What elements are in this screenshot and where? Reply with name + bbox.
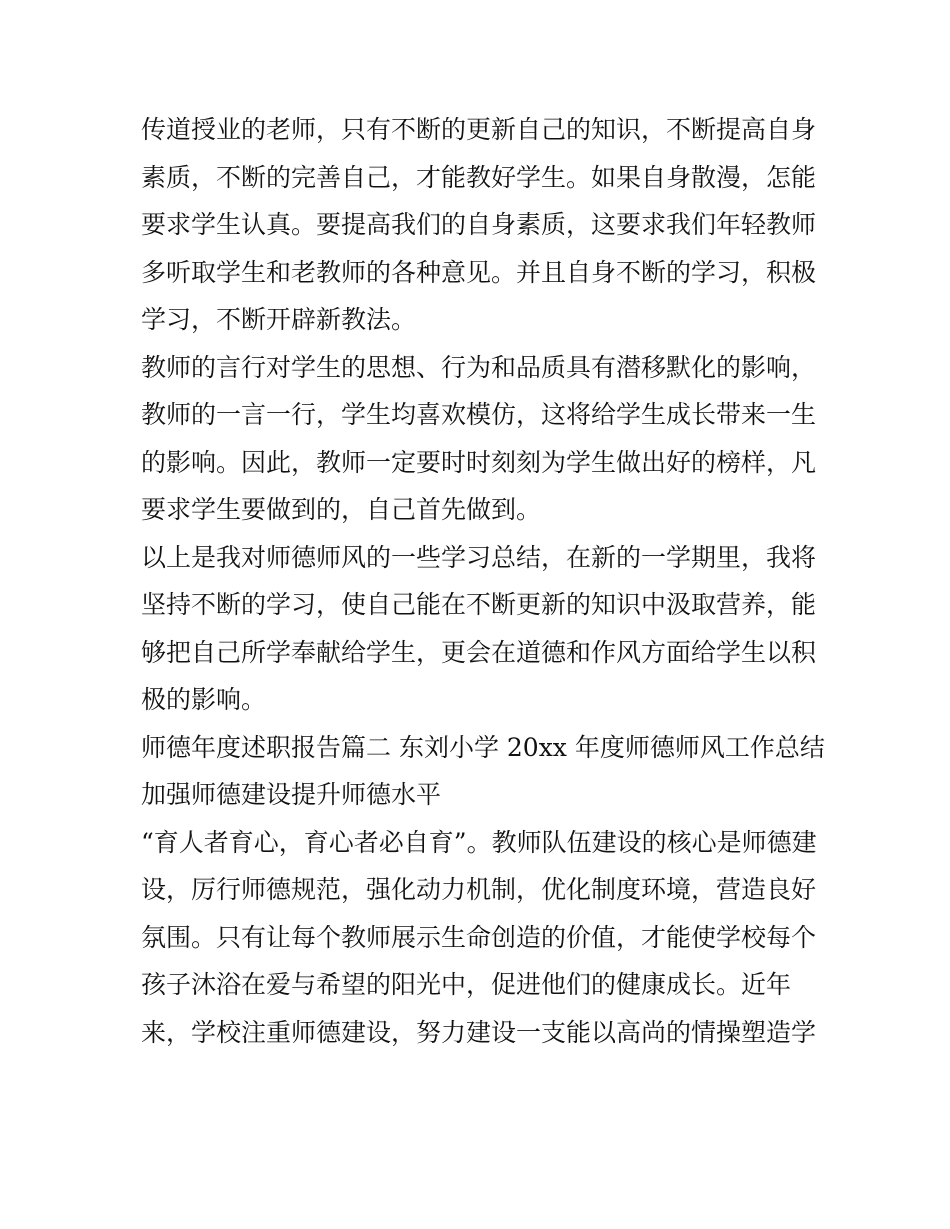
text-line: 设，厉行师德规范，强化动力机制，优化制度环境，营造良好 bbox=[141, 875, 817, 904]
text-line: 教师的一言一行，学生均喜欢模仿，这将给学生成长带来一生 bbox=[141, 400, 817, 429]
text-line: 氛围。只有让每个教师展示生命创造的价值，才能使学校每个 bbox=[141, 922, 817, 952]
document-body bbox=[141, 106, 825, 1056]
text-line: 孩子沐浴在爱与希望的阳光中，促进他们的健康成长。近年 bbox=[141, 970, 792, 999]
text-line: 素质，不断的完善自己，才能教好学生。如果自身散漫，怎能 bbox=[141, 162, 817, 192]
text-line: 的影响。因此，教师一定要时时刻刻为学生做出好的榜样，凡 bbox=[141, 447, 817, 477]
text-line: “育人者育心，育心者必自育”。教师队伍建设的核心是师德建 bbox=[141, 827, 817, 857]
text-line: 来，学校注重师德建设，努力建设一支能以高尚的情操塑造学 bbox=[141, 1017, 817, 1047]
text-line: 够把自己所学奉献给学生，更会在道德和作风方面给学生以积 bbox=[141, 637, 817, 667]
section-subheading: 加强师德建设提升师德水平 bbox=[141, 780, 442, 809]
text-line: 教师的言行对学生的思想、行为和品质具有潜移默化的影响， bbox=[141, 352, 817, 382]
text-line: 坚持不断的学习，使自己能在不断更新的知识中汲取营养，能 bbox=[141, 590, 817, 619]
section-heading: 师德年度述职报告篇二 东刘小学 20xx 年度师德师风工作总结 bbox=[141, 732, 825, 762]
text-line: 多听取学生和老教师的各种意见。并且自身不断的学习，积极 bbox=[141, 257, 817, 287]
text-line: 要求学生认真。要提高我们的自身素质，这要求我们年轻教师 bbox=[141, 210, 817, 239]
text-line: 以上是我对师德师风的一些学习总结，在新的一学期里，我将 bbox=[141, 542, 817, 572]
text-line: 传道授业的老师，只有不断的更新自己的知识，不断提高自身 bbox=[141, 115, 817, 144]
text-line: 要求学生要做到的，自己首先做到。 bbox=[141, 495, 542, 524]
text-line: 学习，不断开辟新教法。 bbox=[141, 305, 417, 334]
text-line: 极的影响。 bbox=[141, 685, 267, 714]
